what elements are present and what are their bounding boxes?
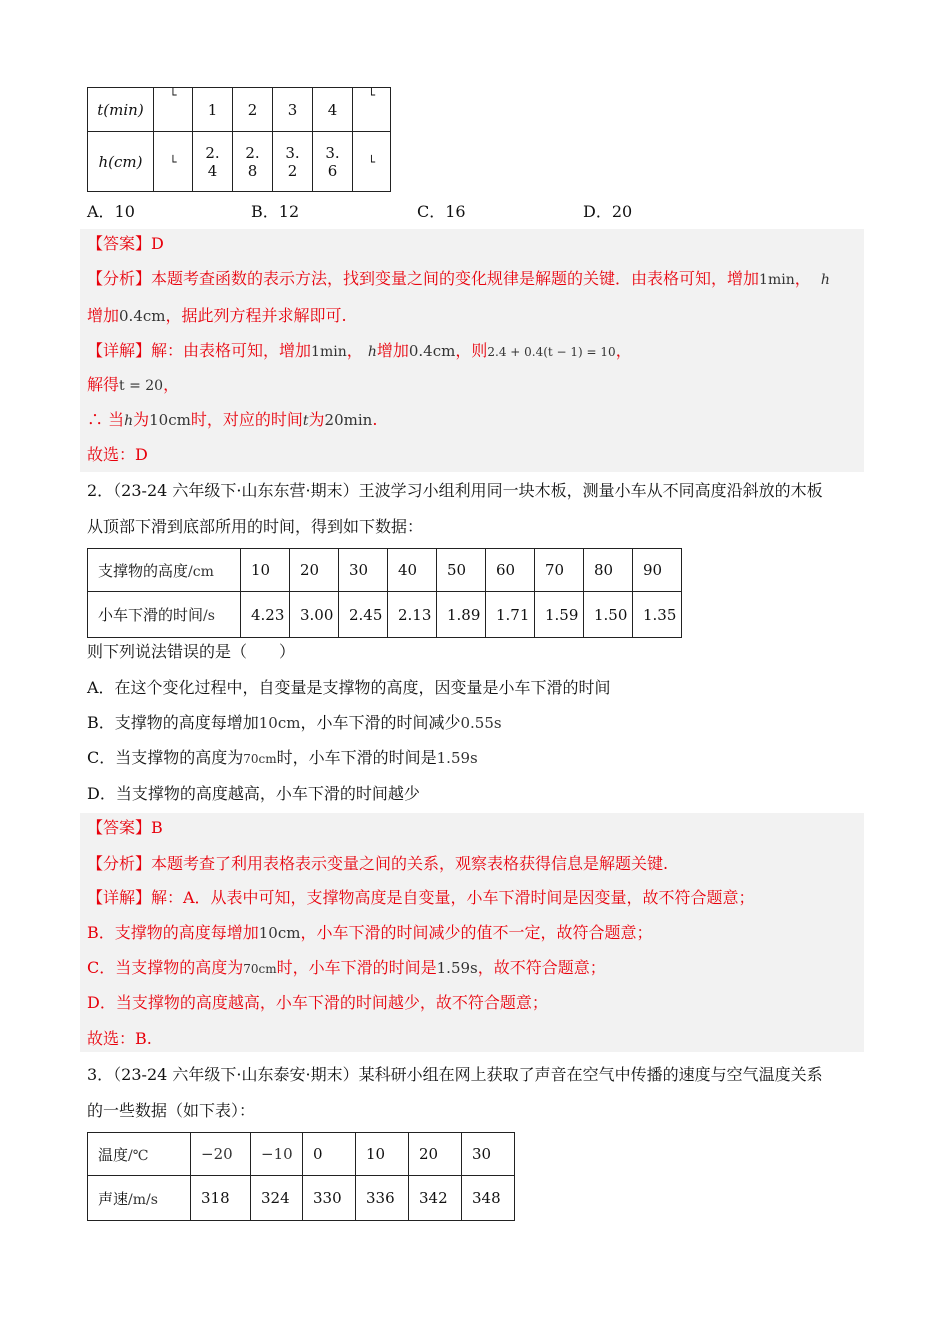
- q2-height-cell: 20: [290, 549, 339, 592]
- q1-header-h: h(cm): [88, 132, 154, 192]
- q2-stem: 2．（23-24 六年级下·山东东营·期末）王波学习小组利用同一块木板，测量小车从不同高度沿斜放的木板: [87, 481, 823, 500]
- q2-detail-a: 【详解】解：A．从表中可知，支撑物高度是自变量，小车下滑时间是因变量，故不符合题意；: [87, 888, 755, 907]
- q2-header-height: 支撑物的高度/cm: [88, 549, 241, 592]
- q2-header-time: 小车下滑的时间/s: [88, 592, 241, 638]
- q2-detail-d: D．当支撑物的高度越高，小车下滑的时间越少，故不符合题意；: [87, 993, 548, 1012]
- q1-cell: 3. 6: [313, 132, 353, 192]
- q1-cell: └: [353, 132, 391, 192]
- q3-temp-cell: −10: [251, 1133, 303, 1176]
- q3-header-speed: 声速/m/s: [88, 1176, 191, 1221]
- q3-speed-cell: 324: [251, 1176, 303, 1221]
- q1-cell: 4: [313, 88, 353, 132]
- q2-time-cell: 1.59: [535, 592, 584, 638]
- q2-final: 故选：B.: [87, 1029, 152, 1048]
- q2-option-c: C．当支撑物的高度为70cm时，小车下滑的时间是1.59s: [87, 748, 478, 767]
- q2-time-cell: 1.50: [584, 592, 633, 638]
- q3-table: [87, 1132, 515, 1221]
- q3-temp-cell: −20: [191, 1133, 251, 1176]
- q2-time-cell: 1.71: [486, 592, 535, 638]
- q3-stem: 3．（23-24 六年级下·山东泰安·期末）某科研小组在网上获取了声音在空气中传播的速度与空气温度关系: [87, 1065, 823, 1084]
- q3-speed-cell: 342: [409, 1176, 462, 1221]
- q2-height-cell: 80: [584, 549, 633, 592]
- q1-analysis: 【分析】本题考查函数的表示方法，找到变量之间的变化规律是解题的关键．由表格可知，增加1min， h: [87, 269, 830, 288]
- q2-height-cell: 10: [241, 549, 290, 592]
- q2-height-cell: 50: [437, 549, 486, 592]
- q1-detail: 【详解】解：由表格可知，增加1min， h增加0.4cm，则2.4 + 0.4(t − 1) = 10，: [87, 341, 632, 360]
- q1-cell: 3. 2: [273, 132, 313, 192]
- q2-table: [87, 548, 682, 638]
- q2-height-cell: 70: [535, 549, 584, 592]
- q2-stem-cont: 从顶部下滑到底部所用的时间，得到如下数据：: [87, 517, 424, 536]
- q1-option-a: A．10: [87, 202, 135, 221]
- q1-cell: └: [353, 88, 391, 132]
- q2-question: 则下列说法错误的是（ ）: [87, 642, 296, 661]
- q3-temp-cell: 20: [409, 1133, 462, 1176]
- q2-height-cell: 30: [339, 549, 388, 592]
- q1-cell: 2. 8: [233, 132, 273, 192]
- q3-temp-cell: 30: [462, 1133, 515, 1176]
- q3-speed-cell: 318: [191, 1176, 251, 1221]
- q1-cell: 2. 4: [193, 132, 233, 192]
- q2-time-cell: 2.45: [339, 592, 388, 638]
- q1-option-d: D．20: [583, 202, 633, 221]
- q1-option-b: B．12: [251, 202, 300, 221]
- q2-time-cell: 4.23: [241, 592, 290, 638]
- q1-final: 故选：D: [87, 445, 148, 464]
- q3-stem-cont: 的一些数据（如下表）：: [87, 1101, 256, 1120]
- q2-option-d: D．当支撑物的高度越高，小车下滑的时间越少: [87, 784, 420, 803]
- q1-header-t: t(min): [88, 88, 154, 132]
- q2-detail-c: C．当支撑物的高度为70cm时，小车下滑的时间是1.59s，故不符合题意；: [87, 958, 606, 977]
- q1-cell: └: [154, 132, 193, 192]
- q1-cell: 2: [233, 88, 273, 132]
- q3-temp-cell: 0: [303, 1133, 356, 1176]
- q3-speed-cell: 348: [462, 1176, 515, 1221]
- q2-height-cell: 60: [486, 549, 535, 592]
- q2-option-a: A．在这个变化过程中，自变量是支撑物的高度，因变量是小车下滑的时间: [87, 678, 611, 697]
- q2-answer: 【答案】B: [87, 818, 163, 837]
- q3-speed-cell: 330: [303, 1176, 356, 1221]
- q2-height-cell: 90: [633, 549, 682, 592]
- q1-answer: 【答案】D: [87, 234, 164, 253]
- q1-cell: 1: [193, 88, 233, 132]
- q2-time-cell: 1.35: [633, 592, 682, 638]
- q1-analysis-cont: 增加0.4cm，据此列方程并求解即可.: [87, 306, 347, 325]
- q3-header-temp: 温度/℃: [88, 1133, 191, 1176]
- q3-speed-cell: 336: [356, 1176, 409, 1221]
- q1-cell: └: [154, 88, 193, 132]
- q1-therefore: ∴ 当h为10cm时，对应的时间t为20min.: [87, 410, 378, 429]
- q2-height-cell: 40: [388, 549, 437, 592]
- q2-detail-b: B．支撑物的高度每增加10cm，小车下滑的时间减少的值不一定，故符合题意；: [87, 923, 653, 942]
- q2-time-cell: 2.13: [388, 592, 437, 638]
- q1-solve: 解得t = 20，: [87, 375, 180, 394]
- q1-table: [87, 87, 391, 192]
- q2-option-b: B．支撑物的高度每增加10cm，小车下滑的时间减少0.55s: [87, 713, 502, 732]
- q1-cell: 3: [273, 88, 313, 132]
- q3-temp-cell: 10: [356, 1133, 409, 1176]
- q2-time-cell: 3.00: [290, 592, 339, 638]
- q2-analysis: 【分析】本题考查了利用表格表示变量之间的关系，观察表格获得信息是解题关键.: [87, 854, 669, 873]
- q1-option-c: C．16: [417, 202, 466, 221]
- q2-time-cell: 1.89: [437, 592, 486, 638]
